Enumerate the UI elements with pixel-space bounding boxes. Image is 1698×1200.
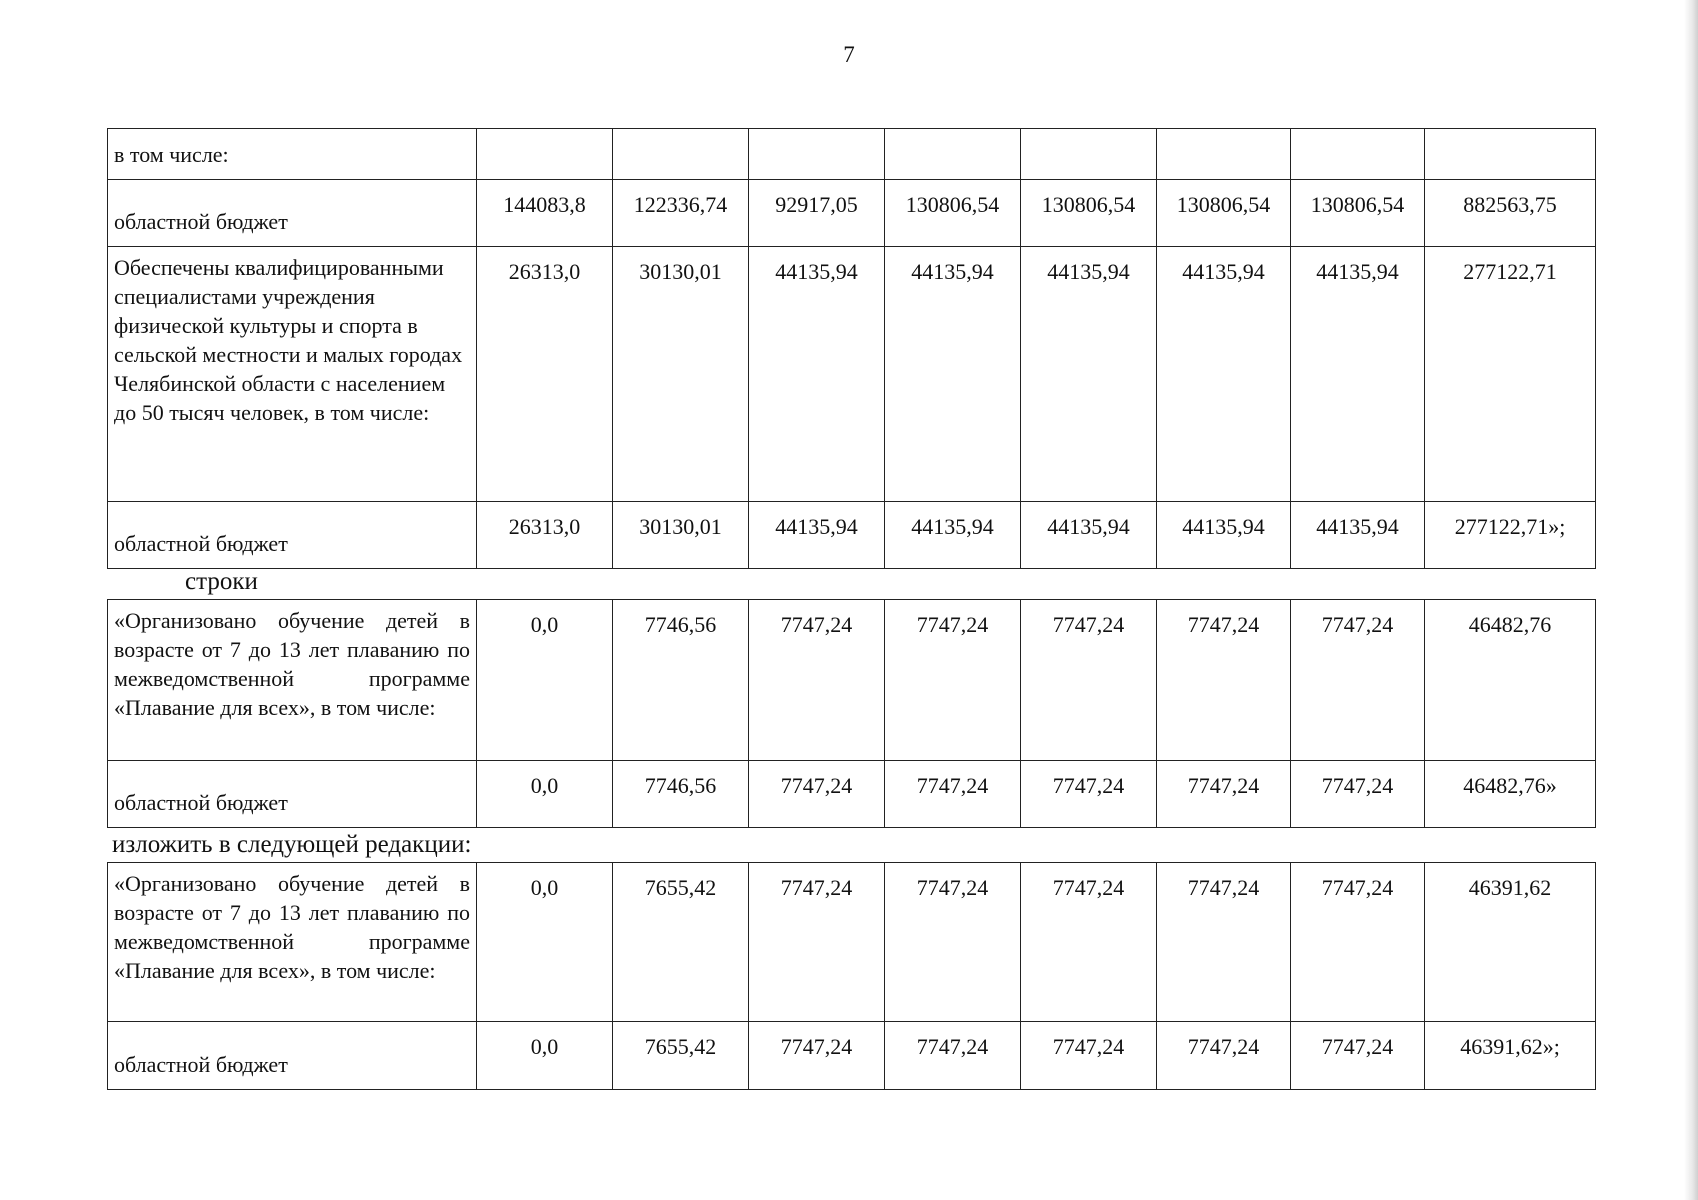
value-cell: 130806,54: [1021, 180, 1157, 247]
value-cell: [885, 129, 1021, 180]
value-cell: 7747,24: [1157, 600, 1291, 761]
value-cell: 7747,24: [749, 863, 885, 1022]
value-cell: 26313,0: [477, 247, 613, 502]
value-cell: 44135,94: [1021, 502, 1157, 569]
value-cell: 0,0: [477, 863, 613, 1022]
value-cell: 130806,54: [1157, 180, 1291, 247]
row-label: областной бюджет: [108, 1022, 477, 1090]
caption-stroki: строки: [185, 568, 258, 595]
value-cell: [749, 129, 885, 180]
value-cell: 92917,05: [749, 180, 885, 247]
value-cell: 7747,24: [885, 1022, 1021, 1090]
value-cell: 277122,71»;: [1425, 502, 1596, 569]
value-cell: 7655,42: [613, 863, 749, 1022]
value-cell: 7747,24: [749, 600, 885, 761]
value-cell: 7747,24: [749, 1022, 885, 1090]
value-cell: 7747,24: [885, 761, 1021, 828]
row-label: в том числе:: [108, 129, 477, 180]
table-row: [108, 502, 1596, 569]
value-cell: 7747,24: [1021, 761, 1157, 828]
table-row: [108, 1022, 1596, 1090]
budget-table-3: [107, 862, 1596, 1090]
value-cell: 7747,24: [1157, 1022, 1291, 1090]
value-cell: 7747,24: [1291, 761, 1425, 828]
caption-izlozhit: изложить в следующей редакции:: [112, 831, 472, 858]
value-cell: [1291, 129, 1425, 180]
value-cell: 7747,24: [1157, 761, 1291, 828]
value-cell: 44135,94: [885, 247, 1021, 502]
value-cell: 46482,76»: [1425, 761, 1596, 828]
value-cell: 46391,62: [1425, 863, 1596, 1022]
value-cell: 30130,01: [613, 247, 749, 502]
value-cell: 130806,54: [885, 180, 1021, 247]
value-cell: 7746,56: [613, 761, 749, 828]
value-cell: 44135,94: [1021, 247, 1157, 502]
value-cell: 46482,76: [1425, 600, 1596, 761]
value-cell: 7746,56: [613, 600, 749, 761]
table-row: [108, 180, 1596, 247]
value-cell: 122336,74: [613, 180, 749, 247]
page-number: 7: [843, 42, 855, 67]
table-row: [108, 600, 1596, 761]
value-cell: 46391,62»;: [1425, 1022, 1596, 1090]
value-cell: 7747,24: [1291, 1022, 1425, 1090]
value-cell: [613, 129, 749, 180]
value-cell: 7747,24: [885, 863, 1021, 1022]
value-cell: 7747,24: [1291, 600, 1425, 761]
value-cell: 7747,24: [1021, 863, 1157, 1022]
table-row: [108, 761, 1596, 828]
value-cell: 7747,24: [1021, 600, 1157, 761]
value-cell: 0,0: [477, 600, 613, 761]
value-cell: 7655,42: [613, 1022, 749, 1090]
value-cell: 7747,24: [1291, 863, 1425, 1022]
row-label: областной бюджет: [108, 180, 477, 247]
value-cell: 44135,94: [1157, 502, 1291, 569]
table-row: [108, 863, 1596, 1022]
value-cell: [1157, 129, 1291, 180]
value-cell: [477, 129, 613, 180]
value-cell: 7747,24: [749, 761, 885, 828]
row-label: Обеспечены квалифицированными специалистами учреждения физической культуры и спорта в сельской местности и малых городах Челябинской области с населением до 50 тысяч человек, в том числе:: [108, 247, 477, 502]
value-cell: 130806,54: [1291, 180, 1425, 247]
value-cell: 26313,0: [477, 502, 613, 569]
value-cell: 44135,94: [1291, 502, 1425, 569]
budget-table-2: [107, 599, 1596, 828]
row-label: областной бюджет: [108, 761, 477, 828]
row-label: «Организовано обучение детей в возрасте от 7 до 13 лет плаванию по межведомственной программе «Плавание для всех», в том числе:: [108, 600, 477, 761]
value-cell: 44135,94: [1291, 247, 1425, 502]
value-cell: 0,0: [477, 761, 613, 828]
value-cell: 7747,24: [1157, 863, 1291, 1022]
table-row: [108, 129, 1596, 180]
value-cell: 44135,94: [885, 502, 1021, 569]
value-cell: 0,0: [477, 1022, 613, 1090]
value-cell: 7747,24: [885, 600, 1021, 761]
value-cell: 882563,75: [1425, 180, 1596, 247]
value-cell: 44135,94: [1157, 247, 1291, 502]
scan-edge-shadow: [1684, 0, 1698, 1200]
value-cell: [1021, 129, 1157, 180]
value-cell: 7747,24: [1021, 1022, 1157, 1090]
value-cell: 144083,8: [477, 180, 613, 247]
value-cell: [1425, 129, 1596, 180]
row-label: областной бюджет: [108, 502, 477, 569]
value-cell: 277122,71: [1425, 247, 1596, 502]
budget-table-1: [107, 128, 1596, 569]
table-row: [108, 247, 1596, 502]
row-label: «Организовано обучение детей в возрасте от 7 до 13 лет плаванию по межведомственной программе «Плавание для всех», в том числе:: [108, 863, 477, 1022]
value-cell: 30130,01: [613, 502, 749, 569]
value-cell: 44135,94: [749, 502, 885, 569]
value-cell: 44135,94: [749, 247, 885, 502]
